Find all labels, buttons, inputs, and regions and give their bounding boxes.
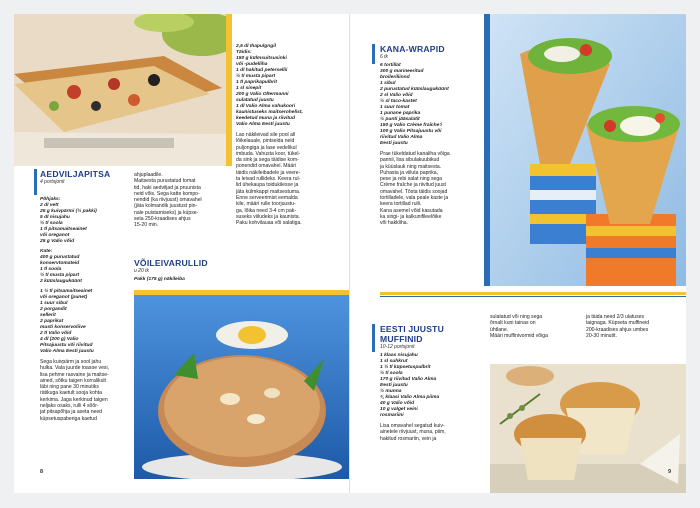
ingredient-line: 1 suur tomat [380,105,410,110]
aedviljapitsa-portions: 4 portsjonit [40,179,65,185]
method-line: lisa pehme rasvaine ja maitse- [40,371,109,378]
ingredient-line: Eesti juustu [380,141,408,146]
voileivarullid-ingredients [236,44,346,226]
wraps-photo [490,14,686,286]
method-line: sulatatud või ning sega [490,314,543,320]
ingredient-line: 2 dl vett [40,203,59,208]
method-line: da sink ja sega täidise kom- [236,157,299,164]
ingredient-line: Eesti juustu [380,383,408,388]
ingredient-line: 2 tl Valio võid [40,331,72,336]
method-line: pannil, lisa sibulakuubikud [380,157,440,164]
ingredient-line: 300 g marineeritud [380,69,424,74]
method-line: jat pitsapõhja ja aseta need [40,409,103,416]
ingredient-line: 400 g purustatud [40,255,80,260]
method-line: Prae tükeldatud kanaliha võiga [380,151,450,157]
voileivarullid-title: VÕILEIVARULLID [134,258,208,268]
method-line: ahjuplaadile. [134,172,163,178]
method-line: pese ja rebi salat ning sega [380,176,443,183]
method-line: neid võis. Sega katte kompo- [134,190,200,197]
ingredient-line: 2 sl Valio võid [380,93,413,98]
ingredient-line: ½ munna [380,389,402,394]
muffinid-portions: 10-12 portsjonit [380,344,415,350]
muffins-photo [490,364,686,493]
ingredient-line: 150 g külmsuitsusinki [236,56,287,61]
method-line: Määri muffinivormid võiga [490,332,548,339]
method-line: tortilladele, vala peale kaste ja [380,195,449,202]
aedviljapitsa-title: AEDVILJAPITSA [40,169,111,179]
ingredient-line: 1 tl pitsamaitseainet [40,227,87,232]
method-line: Crème fraîche ja riivitud juust [380,182,446,189]
kana-wrapid-blue-bar [372,44,375,64]
voileivarullid-portions: u 20 tk [134,268,150,274]
kana-wrapid-header [380,44,486,227]
ingredient-line: ½ sl taco-kastet [380,99,417,104]
method-line: Lao näkileivad sile pool all [236,132,296,138]
method-line: ponendid omavahel. Määri [236,163,297,170]
pizza-photo-yellow-bar [226,14,232,166]
method-line: ta leivad rullideks. Keera rul- [236,176,301,183]
wraps-photo-blue-bar [484,14,490,286]
ingredient-line: 2,5 dl Ihapulgngil [236,44,276,49]
kana-wrapid-title: KANA-WRAPID [380,44,445,54]
ingredient-line: 1 punane paprika [380,111,421,116]
method-line: 20-30 minutit. [586,332,617,339]
method-line: imbuda. Vahusta koor, tükel- [236,150,301,157]
ingredient-line: ¾ klaasi Valio Alma piima [380,395,440,400]
method-line: keera tortillad rulli. [380,201,422,208]
method-line: või hakkliha. [380,220,409,227]
aedviljapitsa-blue-bar [34,169,37,195]
ingredient-line: 1 dl Valio Alma vahukoori [236,104,296,109]
ingredient-line: 1 ½ tl pitsamaitseainet [40,289,93,294]
method-line: suseks viiludeks ja kaunista. [236,213,300,220]
ingredient-line: kaunistuseks maitserohelist, [236,110,303,115]
ingredient-line: broileriliinnd [380,75,410,80]
ingredient-line: konservtomateid [40,261,80,266]
ingredient-line: Põhjaks: [40,197,61,202]
ingredient-line: 1 dl hakitud petersellii [236,68,288,73]
ingredient-line: 2 porgandit [40,307,67,312]
ingredient-line: 1 klaas nisujahu [380,353,418,358]
ingredient-line: riivitud Valio Alma [380,135,423,140]
method-line: Puhasta ja viiluta paprika, [380,169,439,176]
ingredient-line: 1 sl suhkrut [380,359,408,364]
ingredient-line: ½ tl musta pipart [40,273,80,278]
method-line: 200-kraadises ahjus umbes [586,326,649,333]
muffinid-title-line2: MUFFINID [380,334,423,344]
pizza-photo [14,14,226,166]
ingredient-line: ½ tl musta pipart [236,74,276,79]
ingredient-line: 100 g Valio Pitsajuustu või [380,129,442,134]
method-line: õrnalt kuni tainas on [490,320,536,327]
method-line: tid, haki aedviljad ja pruunista [134,184,201,191]
method-line: ained, sõtku taigen korralikult [40,377,106,384]
method-line: puljongiga ja lase vedelikul [236,144,297,151]
ingredient-line: 25 g Valio võid [40,239,75,244]
ingredient-line: 2 purustatud küüslauguküünt [380,87,449,92]
method-line: ja küüslauk ning maitsesta. [380,163,442,170]
method-line: ühtlane. [490,326,509,333]
ingredient-line: 150 g Valio Crème fraîche'i [380,123,442,128]
ingredient-line: 5 dl nisujahu [40,215,70,220]
left-page [14,14,350,493]
ingredient-line: 2 küüslauguküünt [40,279,82,284]
method-line: jäta külmkappi maitsestuma. [236,188,301,195]
method-line: ka singi- ja kalkunifileelõike [380,213,442,220]
ingredient-line: Kate: [40,249,53,254]
ingredient-line: või oreganot [40,233,70,238]
method-line: omavahel. Tõsta täidis soojad [380,188,448,195]
ingredient-line: sellerit [40,313,56,318]
aedviljapitsa-method [134,172,230,229]
blue-line-right [380,296,686,297]
right-page [350,14,686,493]
ingredient-line: 40 g Valio võid [380,401,415,406]
ingredient-line: 170 g riivitud Valio Alma [380,377,437,382]
muffinid-method-c [586,314,682,339]
method-line: lid ühekaupa toidukilesse ja [236,182,299,189]
method-line: Sega kuivpärm ja sool jahu [40,359,102,365]
ingredient-line: Valio Alma Eesti juustu [236,122,290,127]
ingredient-line: musti konservoliive [40,325,86,330]
method-line: ga, lõika need 3-4 cm pak- [236,207,297,214]
ingredient-line: Valio Alma Eesti juustu [40,349,94,354]
method-line: kerkima. Jaga kerkinud taigen [40,396,108,403]
ingredient-line: ½ tl soola [40,221,63,226]
ingredient-line: sulatatud juustu [236,98,274,103]
ingredient-line: Täidis: [236,50,252,55]
ingredient-line: 10 g valget veini [380,407,418,412]
method-line: küpsetuspaberiga kaetud [40,415,97,422]
ingredient-line: 1 sl sinepit [236,86,262,91]
aedviljapitsa-ingredients [40,197,130,422]
method-line: nale puistamiseks) ja küpse- [134,209,199,216]
ingredient-line: 1 ½ tl küpsetuspulbrit [380,365,431,370]
ingredient-line: või -pudelliha [236,62,268,67]
ingredient-line: 2 paprikat [40,319,64,324]
ingredient-line: 1 sibul [380,81,396,86]
ingredient-line: rosmariini [380,413,404,418]
method-line: (jäta kolmandik juustust pin- [134,203,198,210]
ingredient-line: või oreganot (punet) [40,295,88,300]
method-line: hakitud rosmariin, vein ja [380,435,437,442]
method-line: täidis näkileibadele ja veere- [236,169,301,176]
right-page-number: 9 [668,469,672,475]
ingredient-line: 200 g Valio Oltermanni [236,92,289,97]
method-line: rätikuga kaetult sooja kohta [40,390,103,397]
muffinid-header [380,324,486,442]
ingredient-line: 1 suur sibul [40,301,68,306]
muffinid-blue-bar [372,324,375,352]
ingredient-line: keedetud muna ja riivitud [236,116,295,121]
sandwich-roll-photo [134,295,350,479]
voileivarullid-header [134,258,234,283]
method-line: Maitsesta purustatud tomat [134,178,196,185]
method-line: ja täida need 2/3 ulatuses [586,314,645,320]
ingredient-line: 25 g kuivpärmi (½ pakki) [40,209,97,214]
yellow-line-right [380,292,686,295]
ingredient-line: 1 tl soola [40,267,62,272]
magazine-spread [14,14,686,493]
muffinid-method-b [490,314,582,339]
ingredient-line: ½ punti jääsalatit [380,117,420,122]
method-line: Paku kohvilauaa või salatiga. [236,220,302,227]
method-line: 15-20 min. [134,222,159,229]
method-line: ainetele riivjuust, muna, piim, [380,429,446,436]
method-line: läbi ning pane 30 minutiks [40,384,99,391]
method-line: Enne serveerimist eemalda [236,194,298,201]
kana-wrapid-portions: 6 tk [380,54,389,60]
ingredient-line: ½ tl soola [380,371,403,376]
method-line: Lisa omavahel segatud kuiv- [380,423,445,429]
ingredient-line: Pakk (175 g) näkileiba [134,277,185,282]
method-line: hulka. Vala juurde toasoe vesi, [40,365,109,372]
method-line: lõikelauale, pintselda neid [236,138,295,145]
left-page-number: 8 [40,469,44,475]
method-line: neljaks osaks, rulli 4 sõõr- [40,403,99,410]
ingredient-line: 1 tl paprikapulbrit [236,80,278,85]
method-line: kile, määri rulle toorjuustu- [236,201,296,208]
ingredient-line: 6 tortillat [380,63,401,68]
method-line: seta 250-kraadises ahjus [134,216,191,223]
method-line: Kana asemel võid kasutada [380,207,443,214]
muffinid-title-line1: EESTI JUUSTU [380,324,444,334]
method-line: taignaga. Küpseta muffineid [586,320,650,327]
ingredient-line: 4 dl (200 g) Valio [40,337,79,342]
method-line: nendid (ka riivjuust) omavahel [134,197,202,204]
ingredient-line: Pitsajuustu või riivitud [40,343,93,348]
